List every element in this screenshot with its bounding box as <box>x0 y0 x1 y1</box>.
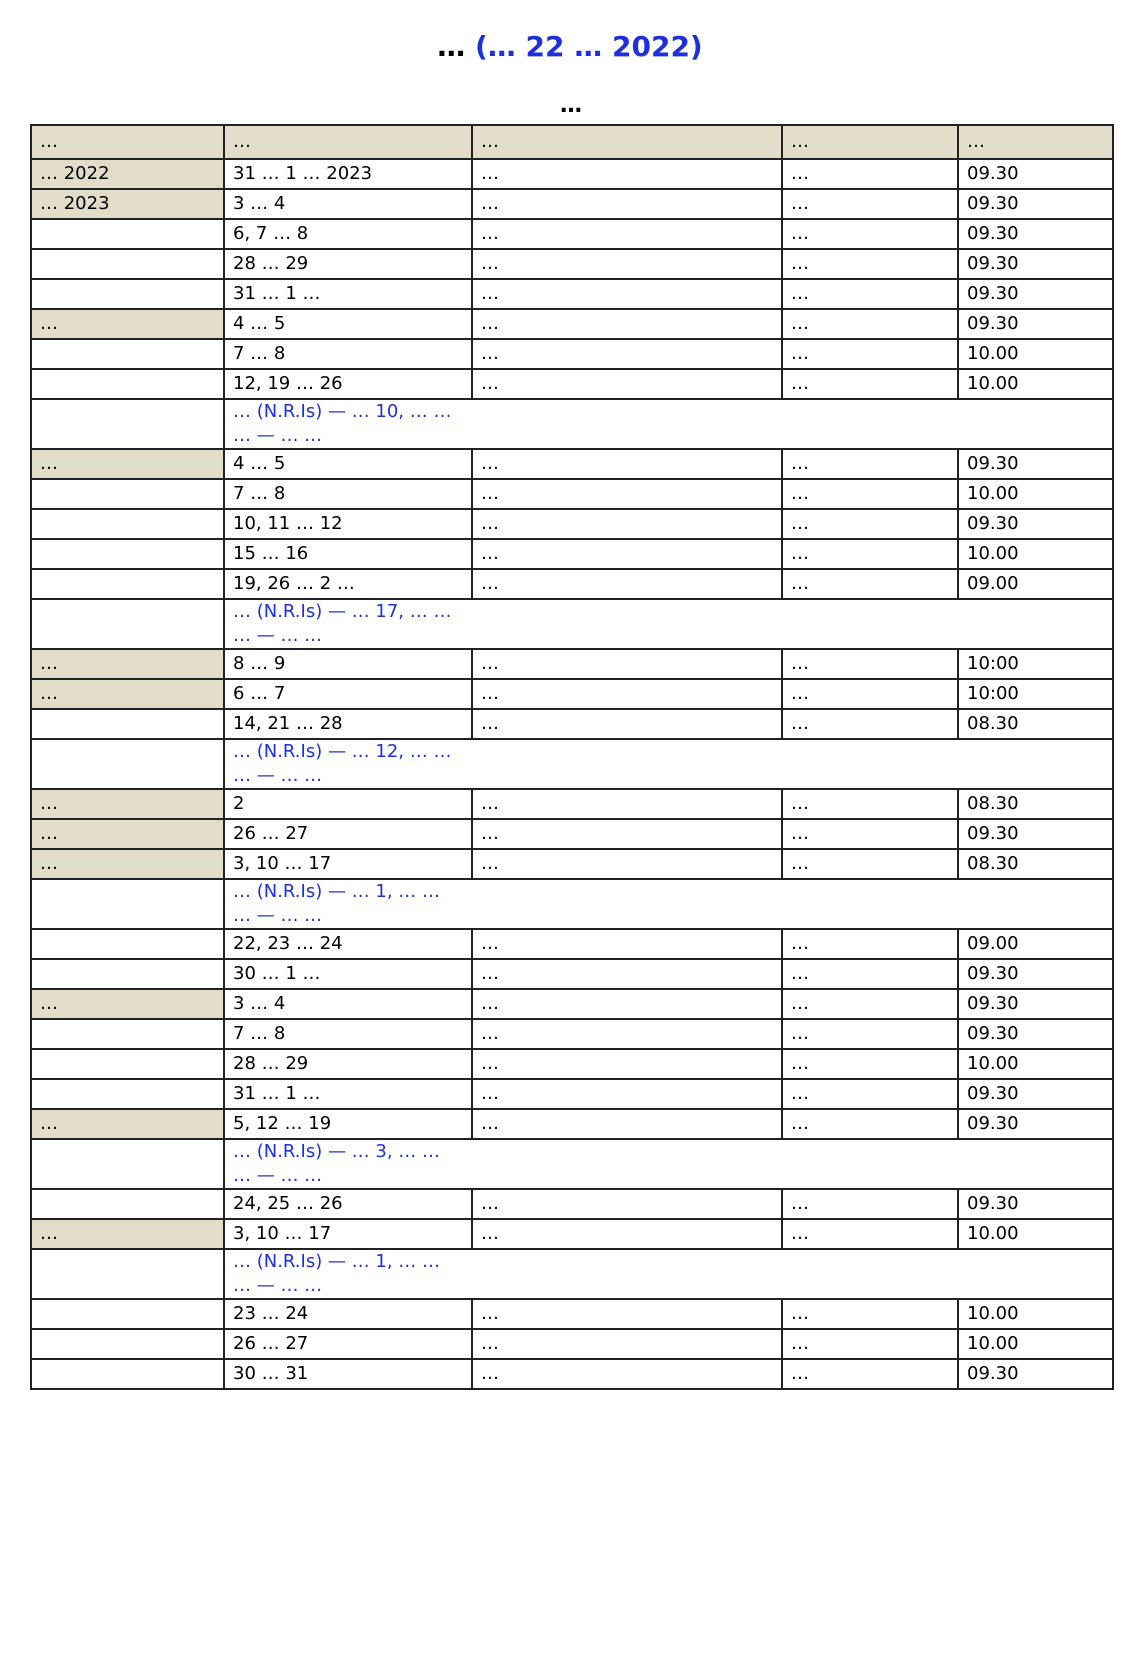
date-cell: 28 … 29 <box>224 1049 472 1079</box>
month-cell <box>31 599 224 649</box>
table-row <box>31 569 1113 599</box>
place-cell: … <box>782 1219 958 1249</box>
table-row <box>31 509 1113 539</box>
page-subtitle: … <box>560 93 582 118</box>
table-row <box>31 1189 1113 1219</box>
table-row <box>31 929 1113 959</box>
table-header-row <box>31 125 1113 159</box>
note-row <box>31 399 1113 449</box>
date-cell: 31 … 1 … 2023 <box>224 159 472 189</box>
month-cell <box>31 929 224 959</box>
table-row <box>31 1219 1113 1249</box>
place-cell: … <box>782 709 958 739</box>
time-cell: 09.00 <box>958 929 1113 959</box>
month-cell: … <box>31 649 224 679</box>
table-row <box>31 1329 1113 1359</box>
date-cell: 12, 19 … 26 <box>224 369 472 399</box>
column-header: … <box>224 125 472 159</box>
date-cell: 26 … 27 <box>224 1329 472 1359</box>
place-cell: … <box>782 279 958 309</box>
table-row <box>31 1359 1113 1389</box>
note-line-nri: … (N.R.Is) — … 1, … … <box>233 881 441 902</box>
place-cell: … <box>782 1359 958 1389</box>
day-cell: … <box>472 1049 782 1079</box>
note-line-indians: … — … … <box>233 765 323 786</box>
note-line-nri: … (N.R.Is) — … 17, … … <box>233 601 452 622</box>
registration-note <box>224 1139 1113 1189</box>
day-cell: … <box>472 959 782 989</box>
table-row <box>31 1019 1113 1049</box>
month-cell <box>31 1019 224 1049</box>
place-cell: … <box>782 1299 958 1329</box>
place-cell: … <box>782 819 958 849</box>
month-cell <box>31 1249 224 1299</box>
date-cell: 19, 26 … 2 … <box>224 569 472 599</box>
time-cell: 10.00 <box>958 539 1113 569</box>
month-cell <box>31 249 224 279</box>
place-cell: … <box>782 449 958 479</box>
month-cell <box>31 1329 224 1359</box>
place-cell: … <box>782 929 958 959</box>
time-cell: 09.30 <box>958 509 1113 539</box>
date-cell: 8 … 9 <box>224 649 472 679</box>
date-cell: 15 … 16 <box>224 539 472 569</box>
place-cell: … <box>782 159 958 189</box>
table-row <box>31 479 1113 509</box>
time-cell: 09.30 <box>958 449 1113 479</box>
month-cell <box>31 569 224 599</box>
date-cell: 22, 23 … 24 <box>224 929 472 959</box>
month-cell <box>31 369 224 399</box>
time-cell: 10.00 <box>958 1219 1113 1249</box>
table-row <box>31 309 1113 339</box>
time-cell: 08.30 <box>958 709 1113 739</box>
place-cell: … <box>782 539 958 569</box>
place-cell: … <box>782 1189 958 1219</box>
date-cell: 31 … 1 … <box>224 1079 472 1109</box>
month-cell: … <box>31 819 224 849</box>
place-cell: … <box>782 369 958 399</box>
place-cell: … <box>782 309 958 339</box>
schedule-body <box>31 159 1113 1389</box>
time-cell: 09.30 <box>958 189 1113 219</box>
place-cell: … <box>782 959 958 989</box>
note-row <box>31 739 1113 789</box>
month-cell <box>31 1139 224 1189</box>
time-cell: 09.30 <box>958 249 1113 279</box>
time-cell: 10.00 <box>958 479 1113 509</box>
date-cell: 4 … 5 <box>224 309 472 339</box>
month-cell <box>31 1189 224 1219</box>
month-cell <box>31 1079 224 1109</box>
day-cell: … <box>472 1359 782 1389</box>
table-row <box>31 1299 1113 1329</box>
table-row <box>31 369 1113 399</box>
month-cell <box>31 1049 224 1079</box>
note-line-indians: … — … … <box>233 425 323 446</box>
note-line-indians: … — … … <box>233 1275 323 1296</box>
table-row <box>31 159 1113 189</box>
place-cell: … <box>782 789 958 819</box>
note-line-nri: … (N.R.Is) — … 12, … … <box>233 741 452 762</box>
month-cell: … <box>31 1109 224 1139</box>
time-cell: 10.00 <box>958 1329 1113 1359</box>
time-cell: 09.30 <box>958 989 1113 1019</box>
table-row <box>31 819 1113 849</box>
date-cell: 3, 10 … 17 <box>224 849 472 879</box>
place-cell: … <box>782 509 958 539</box>
place-cell: … <box>782 649 958 679</box>
date-cell: 7 … 8 <box>224 339 472 369</box>
date-cell: 3 … 4 <box>224 989 472 1019</box>
time-cell: 09.30 <box>958 1189 1113 1219</box>
date-cell: 7 … 8 <box>224 1019 472 1049</box>
place-cell: … <box>782 249 958 279</box>
title-main: … <box>437 29 466 63</box>
day-cell: … <box>472 539 782 569</box>
time-cell: 09.30 <box>958 1359 1113 1389</box>
time-cell: 08.30 <box>958 789 1113 819</box>
place-cell: … <box>782 1079 958 1109</box>
place-cell: … <box>782 569 958 599</box>
date-cell: 14, 21 … 28 <box>224 709 472 739</box>
note-row <box>31 1139 1113 1189</box>
month-cell <box>31 539 224 569</box>
column-header: … <box>472 125 782 159</box>
table-row <box>31 649 1113 679</box>
date-cell: 26 … 27 <box>224 819 472 849</box>
month-cell <box>31 279 224 309</box>
month-cell <box>31 399 224 449</box>
day-cell: … <box>472 219 782 249</box>
day-cell: … <box>472 249 782 279</box>
month-cell <box>31 959 224 989</box>
month-cell: … <box>31 789 224 819</box>
table-row <box>31 189 1113 219</box>
table-row <box>31 249 1113 279</box>
time-cell: 09.30 <box>958 309 1113 339</box>
day-cell: … <box>472 679 782 709</box>
place-cell: … <box>782 1109 958 1139</box>
place-cell: … <box>782 189 958 219</box>
time-cell: 10.00 <box>958 369 1113 399</box>
time-cell: 09.30 <box>958 1109 1113 1139</box>
day-cell: … <box>472 849 782 879</box>
date-cell: 30 … 1 … <box>224 959 472 989</box>
place-cell: … <box>782 989 958 1019</box>
month-cell <box>31 339 224 369</box>
table-row <box>31 1109 1113 1139</box>
day-cell: … <box>472 279 782 309</box>
day-cell: … <box>472 1019 782 1049</box>
date-cell: 10, 11 … 12 <box>224 509 472 539</box>
time-cell: 10:00 <box>958 649 1113 679</box>
day-cell: … <box>472 449 782 479</box>
note-row <box>31 879 1113 929</box>
day-cell: … <box>472 1219 782 1249</box>
month-cell: … <box>31 449 224 479</box>
title-update: (… 22 … 2022) <box>475 29 703 63</box>
month-cell: … <box>31 1219 224 1249</box>
month-cell <box>31 879 224 929</box>
day-cell: … <box>472 1079 782 1109</box>
note-row <box>31 599 1113 649</box>
place-cell: … <box>782 1019 958 1049</box>
date-cell: 5, 12 … 19 <box>224 1109 472 1139</box>
day-cell: … <box>472 509 782 539</box>
month-cell: … <box>31 989 224 1019</box>
month-cell <box>31 509 224 539</box>
day-cell: … <box>472 709 782 739</box>
table-row <box>31 679 1113 709</box>
time-cell: 10:00 <box>958 679 1113 709</box>
schedule-table <box>30 124 1114 1390</box>
table-row <box>31 959 1113 989</box>
day-cell: … <box>472 929 782 959</box>
date-cell: 3 … 4 <box>224 189 472 219</box>
table-row <box>31 789 1113 819</box>
place-cell: … <box>782 1049 958 1079</box>
table-row <box>31 279 1113 309</box>
day-cell: … <box>472 1189 782 1219</box>
registration-note <box>224 739 1113 789</box>
date-cell: 4 … 5 <box>224 449 472 479</box>
table-row <box>31 539 1113 569</box>
time-cell: 09.30 <box>958 959 1113 989</box>
month-cell: … 2022 <box>31 159 224 189</box>
registration-note <box>224 399 1113 449</box>
date-cell: 31 … 1 … <box>224 279 472 309</box>
date-cell: 30 … 31 <box>224 1359 472 1389</box>
month-cell <box>31 1299 224 1329</box>
note-line-indians: … — … … <box>233 625 323 646</box>
day-cell: … <box>472 369 782 399</box>
note-line-nri: … (N.R.Is) — … 3, … … <box>233 1141 441 1162</box>
place-cell: … <box>782 219 958 249</box>
time-cell: 09.30 <box>958 1079 1113 1109</box>
time-cell: 10.00 <box>958 1049 1113 1079</box>
time-cell: 10.00 <box>958 339 1113 369</box>
day-cell: … <box>472 309 782 339</box>
date-cell: 7 … 8 <box>224 479 472 509</box>
time-cell: 09.30 <box>958 279 1113 309</box>
month-cell <box>31 1359 224 1389</box>
date-cell: 2 <box>224 789 472 819</box>
table-row <box>31 709 1113 739</box>
month-cell: … <box>31 679 224 709</box>
month-cell <box>31 739 224 789</box>
day-cell: … <box>472 189 782 219</box>
day-cell: … <box>472 989 782 1019</box>
month-cell <box>31 219 224 249</box>
time-cell: 08.30 <box>958 849 1113 879</box>
date-cell: 28 … 29 <box>224 249 472 279</box>
table-row <box>31 849 1113 879</box>
month-cell: … <box>31 309 224 339</box>
day-cell: … <box>472 159 782 189</box>
day-cell: … <box>472 479 782 509</box>
day-cell: … <box>472 789 782 819</box>
table-row <box>31 339 1113 369</box>
month-cell <box>31 479 224 509</box>
time-cell: 09.00 <box>958 569 1113 599</box>
table-row <box>31 1079 1113 1109</box>
day-cell: … <box>472 1299 782 1329</box>
registration-note <box>224 1249 1113 1299</box>
day-cell: … <box>472 569 782 599</box>
page-title <box>0 29 1140 65</box>
table-row <box>31 989 1113 1019</box>
note-line-indians: … — … … <box>233 905 323 926</box>
day-cell: … <box>472 1329 782 1359</box>
date-cell: 24, 25 … 26 <box>224 1189 472 1219</box>
table-row <box>31 219 1113 249</box>
month-cell <box>31 709 224 739</box>
date-cell: 6 … 7 <box>224 679 472 709</box>
table-row <box>31 449 1113 479</box>
day-cell: … <box>472 339 782 369</box>
day-cell: … <box>472 819 782 849</box>
note-line-nri: … (N.R.Is) — … 1, … … <box>233 1251 441 1272</box>
time-cell: 09.30 <box>958 219 1113 249</box>
place-cell: … <box>782 1329 958 1359</box>
time-cell: 09.30 <box>958 819 1113 849</box>
time-cell: 09.30 <box>958 1019 1113 1049</box>
column-header: … <box>958 125 1113 159</box>
date-cell: 23 … 24 <box>224 1299 472 1329</box>
column-header: … <box>782 125 958 159</box>
place-cell: … <box>782 679 958 709</box>
place-cell: … <box>782 479 958 509</box>
note-line-nri: … (N.R.Is) — … 10, … … <box>233 401 452 422</box>
time-cell: 09.30 <box>958 159 1113 189</box>
place-cell: … <box>782 339 958 369</box>
date-cell: 3, 10 … 17 <box>224 1219 472 1249</box>
column-header: … <box>31 125 224 159</box>
time-cell: 10.00 <box>958 1299 1113 1329</box>
registration-note <box>224 879 1113 929</box>
date-cell: 6, 7 … 8 <box>224 219 472 249</box>
day-cell: … <box>472 649 782 679</box>
note-row <box>31 1249 1113 1299</box>
month-cell: … <box>31 849 224 879</box>
month-cell: … 2023 <box>31 189 224 219</box>
place-cell: … <box>782 849 958 879</box>
note-line-indians: … — … … <box>233 1165 323 1186</box>
registration-note <box>224 599 1113 649</box>
table-row <box>31 1049 1113 1079</box>
day-cell: … <box>472 1109 782 1139</box>
